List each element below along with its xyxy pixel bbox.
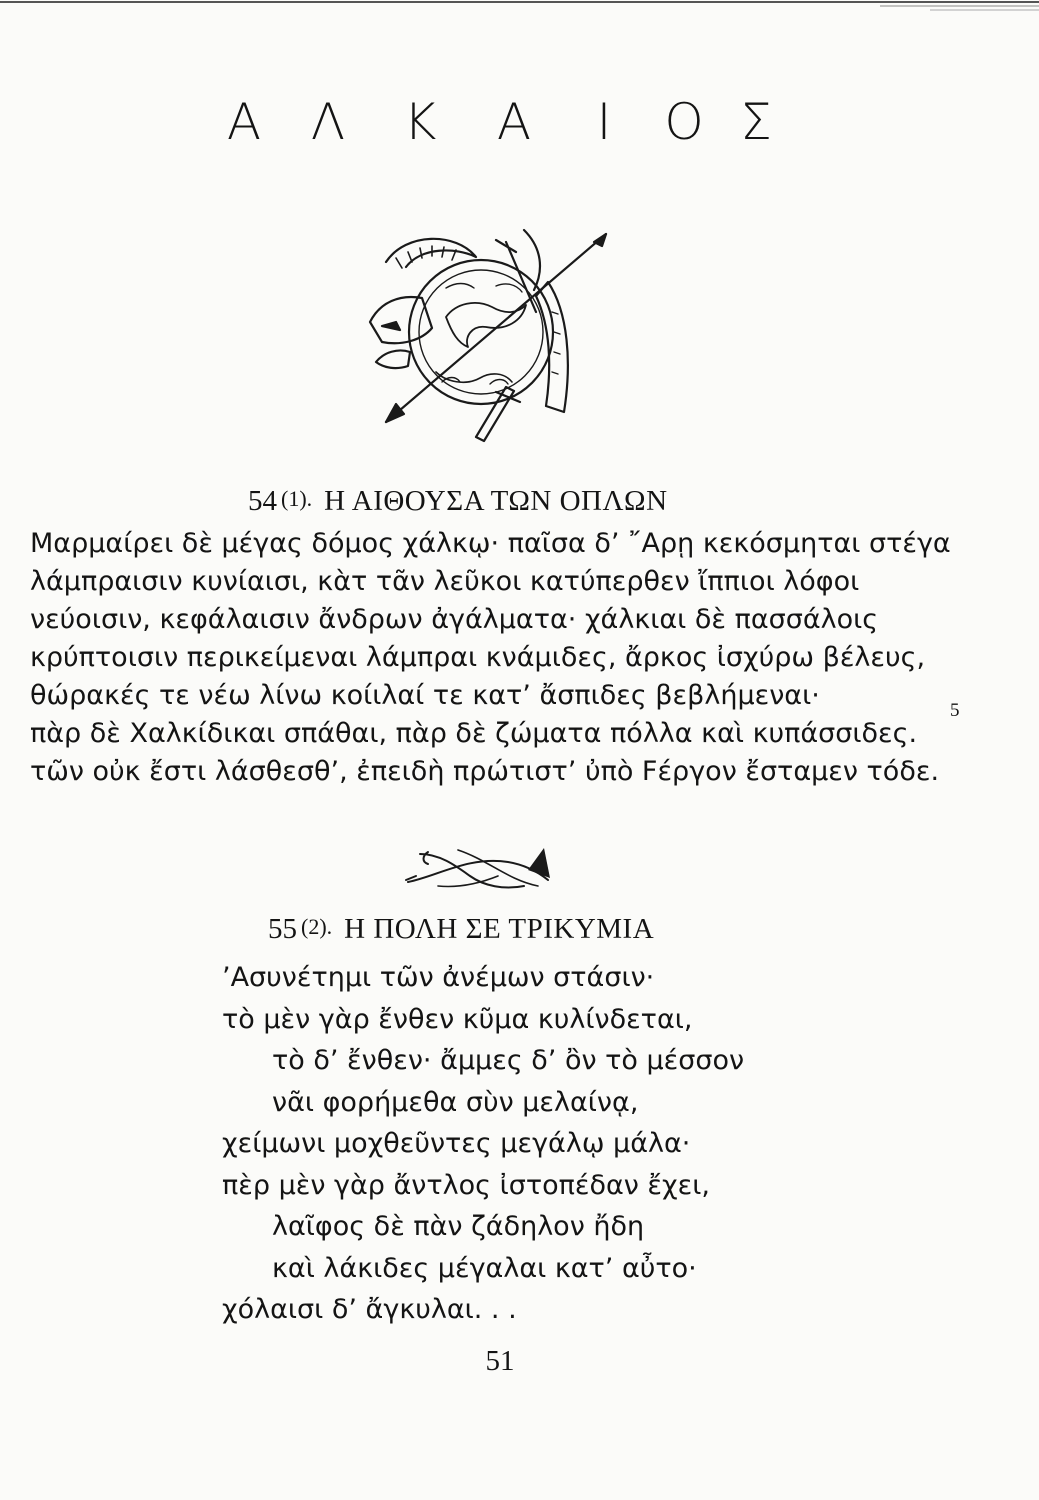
verse-line: λάμπραισιν κυνίαισι, κὰτ τᾶν λεῦκοι κατύπερθεν ἴππιοι λόφοι [30, 566, 860, 597]
poem2-verse [222, 957, 822, 1331]
verse-line: Μαρμαίρει δὲ μέγας δόμος χάλκῳ· παῖσα δ’ ῎Αρῃ κεκόσμηται στέγα [30, 528, 951, 559]
title-letter: Α [496, 93, 532, 151]
verse-line: νᾶι φορήμεθα σὺν μελαίνᾳ, [272, 1086, 639, 1118]
armor-trophy-vignette [356, 222, 626, 444]
verse-line: νεύοισιν, κεφάλαισιν ἄνδρων ἀγάλματα· χάλκιαι δὲ πασσάλοις [30, 604, 879, 635]
poem1-title: Η ΑΙΘΟΥΣΑ ΤΩΝ ΟΠΛΩΝ [324, 485, 668, 517]
verse-line: πὲρ μὲν γὰρ ἄντλος ἰστοπέδαν ἔχει, [222, 1169, 710, 1201]
line-number-marker: 5 [950, 700, 960, 721]
poem2-number: 55 [268, 913, 297, 945]
title-letter: Σ [740, 93, 772, 151]
poem1-heading [248, 482, 668, 518]
title-letter: Α [226, 93, 262, 151]
dolphin-icon [398, 842, 568, 896]
poem1-verse [30, 525, 1020, 791]
verse-line: πὰρ δὲ Χαλκίδικαι σπάθαι, πὰρ δὲ ζώματα πόλλα καὶ κυπάσσιδες. [30, 718, 918, 749]
verse-line: καὶ λάκιδες μέγαλαι κατ’ αὖτο· [272, 1252, 697, 1284]
verse-line: χείμωνι μοχθεῦντες μεγάλῳ μάλα· [222, 1128, 691, 1159]
verse-line: θώρακές τε νέω λίνω κοίιλαί τε κατ’ ἄσπιδες βεβλήμεναι· [30, 680, 820, 711]
title-letter: Λ [310, 93, 346, 151]
page-title [214, 92, 774, 152]
verse-line: τὸ δ’ ἔνθεν· ἄμμες δ’ ὂν τὸ μέσσον [272, 1045, 745, 1076]
poem1-number: 54 [248, 485, 277, 517]
title-letter: Κ [403, 93, 437, 151]
verse-line: χόλαισι δ’ ἄγκυλαι. . . [222, 1294, 517, 1325]
title-letter: Ο [664, 93, 704, 151]
poem2-source-ref: (2). [301, 914, 333, 939]
page-number: 51 [485, 1345, 515, 1377]
title-letter: Ι [596, 93, 612, 151]
verse-line: τὸ μὲν γὰρ ἔνθεν κῦμα κυλίνδεται, [222, 1003, 693, 1035]
verse-line: κρύπτοισιν περικείμεναι λάμπραι κνάμιδες, ἄρκος ἰσχύρω βέλευς, [30, 642, 926, 673]
poem1-source-ref: (1). [281, 486, 313, 511]
verse-line: λαῖφος δὲ πὰν ζάδηλον ἤδη [272, 1211, 645, 1242]
poem2-heading [268, 910, 654, 946]
verse-line: ’Ασυνέτημι τῶν ἀνέμων στάσιν· [222, 962, 655, 993]
verse-line: τῶν οὐκ ἔστι λάσθεσθ’, ἐπειδὴ πρώτιστ’ ὐπὸ Fέργον ἔσταμεν τόδε. [30, 756, 940, 787]
poem2-title: Η ΠΟΛΗ ΣΕ ΤΡΙΚΥΜΙΑ [344, 913, 655, 945]
top-rule [0, 0, 1039, 14]
